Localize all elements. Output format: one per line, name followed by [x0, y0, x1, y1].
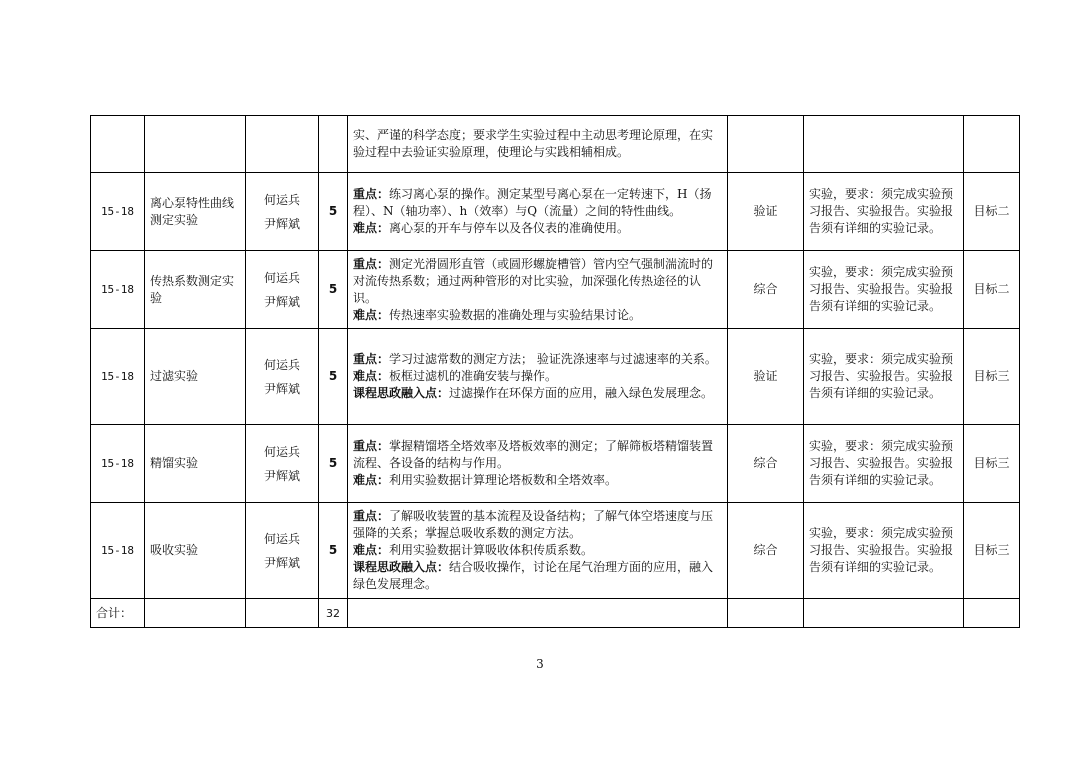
teacher-2: 尹辉斌: [263, 381, 300, 396]
goal-cell: 目标三: [964, 425, 1020, 503]
key-point: [353, 186, 722, 220]
week-cell: [91, 116, 145, 173]
key-text: 学习过滤常数的测定方法； 验证洗涤速率与过滤速率的关系。: [389, 352, 717, 366]
teacher-1: 何运兵: [263, 357, 300, 372]
hours-cell: 5: [319, 173, 348, 251]
type-cell: 验证: [728, 173, 804, 251]
total-hours: 32: [319, 599, 348, 628]
experiment-name-cell: 吸收实验: [145, 503, 246, 599]
difficulty: [353, 220, 722, 237]
table-row: [91, 251, 1020, 329]
difficulty-text: 利用实验数据计算理论塔板数和全塔效率。: [389, 473, 618, 487]
key-point: [353, 256, 722, 307]
type-cell: 验证: [728, 329, 804, 425]
difficulty: [353, 542, 722, 559]
content-cell: 实、严谨的科学态度；要求学生实验过程中主动思考理论原理，在实验过程中去验证实验原理，使理论与实践相辅相成。: [348, 116, 728, 173]
ideology-label: 课程思政融入点：: [353, 560, 450, 574]
key-label: 重点：: [353, 509, 390, 523]
difficulty-label: 难点：: [353, 307, 390, 322]
hours-cell: 5: [319, 503, 348, 599]
type-cell: 综合: [728, 251, 804, 329]
key-label: 重点：: [353, 439, 390, 453]
ideology-point: [353, 385, 722, 402]
requirement-cell: 实验，要求：须完成实验预习报告、实验报告。实验报告须有详细的实验记录。: [804, 329, 964, 425]
teacher-2: 尹辉斌: [263, 468, 300, 483]
experiment-name-cell: 传热系数测定实验: [145, 251, 246, 329]
requirement-cell: [804, 116, 964, 173]
type-cell: 综合: [728, 503, 804, 599]
goal-cell: 目标三: [964, 503, 1020, 599]
requirement-cell: 实验，要求：须完成实验预习报告、实验报告。实验报告须有详细的实验记录。: [804, 425, 964, 503]
type-cell: [728, 116, 804, 173]
difficulty: [353, 307, 722, 324]
difficulty-text: 板框过滤机的准确安装与操作。: [389, 369, 558, 383]
key-point: [353, 438, 722, 472]
key-text: 练习离心泵的操作。测定某型号离心泵在一定转速下，H（扬程）、N（轴功率）、h（效率）与Q（流量）之间的特性曲线。: [353, 187, 712, 218]
goal-cell: 目标三: [964, 329, 1020, 425]
hours-cell: 5: [319, 425, 348, 503]
key-text: 了解吸收装置的基本流程及设备结构；了解气体空塔速度与压强降的关系；掌握总吸收系数的测定方法。: [353, 509, 714, 540]
type-cell: 综合: [728, 425, 804, 503]
ideology-text: 结合吸收操作，讨论在尾气治理方面的应用，融入绿色发展理念。: [353, 560, 714, 591]
teacher-cell: [246, 425, 319, 503]
week-cell: 15-18: [91, 251, 145, 329]
teacher-2: 尹辉斌: [263, 294, 300, 309]
content-cell: [348, 503, 728, 599]
experiment-name-cell: 离心泵特性曲线测定实验: [145, 173, 246, 251]
teacher-1: 何运兵: [263, 270, 300, 285]
week-cell: 15-18: [91, 425, 145, 503]
difficulty-text: 利用实验数据计算吸收体积传质系数。: [389, 543, 594, 557]
key-label: 重点：: [353, 352, 390, 366]
teacher-cell: [246, 503, 319, 599]
goal-cell: 目标二: [964, 173, 1020, 251]
key-text: 掌握精馏塔全塔效率及塔板效率的测定；了解筛板塔精馏装置流程、各设备的结构与作用。: [353, 439, 714, 470]
content-cell: [348, 251, 728, 329]
ideology-text: 过滤操作在环保方面的应用，融入绿色发展理念。: [449, 386, 714, 400]
teacher-cell: [246, 329, 319, 425]
difficulty: [353, 368, 722, 385]
teacher-cell: [246, 116, 319, 173]
experiment-name-cell: 过滤实验: [145, 329, 246, 425]
table-row: [91, 329, 1020, 425]
week-cell: 15-18: [91, 173, 145, 251]
week-cell: 15-18: [91, 329, 145, 425]
key-point: [353, 508, 722, 542]
teacher-2: 尹辉斌: [263, 555, 300, 570]
table-row: [91, 503, 1020, 599]
requirement-cell: 实验，要求：须完成实验预习报告、实验报告。实验报告须有详细的实验记录。: [804, 251, 964, 329]
total-row: [91, 599, 1020, 628]
experiment-name-cell: [145, 116, 246, 173]
goal-cell: [964, 116, 1020, 173]
teacher-cell: [246, 251, 319, 329]
ideology-label: 课程思政融入点：: [353, 386, 450, 400]
page-number: 3: [536, 657, 544, 671]
content-cell: [348, 173, 728, 251]
week-cell: 15-18: [91, 503, 145, 599]
experiment-schedule-table: [90, 115, 1020, 628]
difficulty-label: 难点：: [353, 369, 390, 383]
ideology-point: [353, 559, 722, 593]
experiment-name-cell: 精馏实验: [145, 425, 246, 503]
table-row-continued: [91, 116, 1020, 173]
table-row: [91, 173, 1020, 251]
key-label: 重点：: [353, 187, 390, 201]
hours-cell: 5: [319, 329, 348, 425]
goal-cell: 目标二: [964, 251, 1020, 329]
teacher-1: 何运兵: [263, 531, 300, 546]
teacher-1: 何运兵: [263, 192, 300, 207]
content-cell: [348, 329, 728, 425]
hours-cell: 5: [319, 251, 348, 329]
key-label: 重点：: [353, 256, 390, 271]
teacher-1: 何运兵: [263, 444, 300, 459]
difficulty-label: 难点：: [353, 543, 390, 557]
difficulty-text: 离心泵的开车与停车以及各仪表的准确使用。: [389, 221, 630, 235]
total-label: 合计：: [91, 599, 145, 628]
key-point: [353, 351, 722, 368]
table-row: [91, 425, 1020, 503]
difficulty: [353, 472, 722, 489]
requirement-cell: 实验，要求：须完成实验预习报告、实验报告。实验报告须有详细的实验记录。: [804, 503, 964, 599]
requirement-cell: 实验，要求：须完成实验预习报告、实验报告。实验报告须有详细的实验记录。: [804, 173, 964, 251]
difficulty-text: 传热速率实验数据的准确处理与实验结果讨论。: [389, 307, 642, 322]
hours-cell: [319, 116, 348, 173]
key-text: 测定光滑圆形直管（或圆形螺旋槽管）管内空气强制湍流时的对流传热系数；通过两种管形的对比实验，加深强化传热途径的认识。: [353, 256, 714, 305]
content-cell: [348, 425, 728, 503]
difficulty-label: 难点：: [353, 221, 390, 235]
teacher-2: 尹辉斌: [263, 216, 300, 231]
teacher-cell: [246, 173, 319, 251]
difficulty-label: 难点：: [353, 473, 390, 487]
